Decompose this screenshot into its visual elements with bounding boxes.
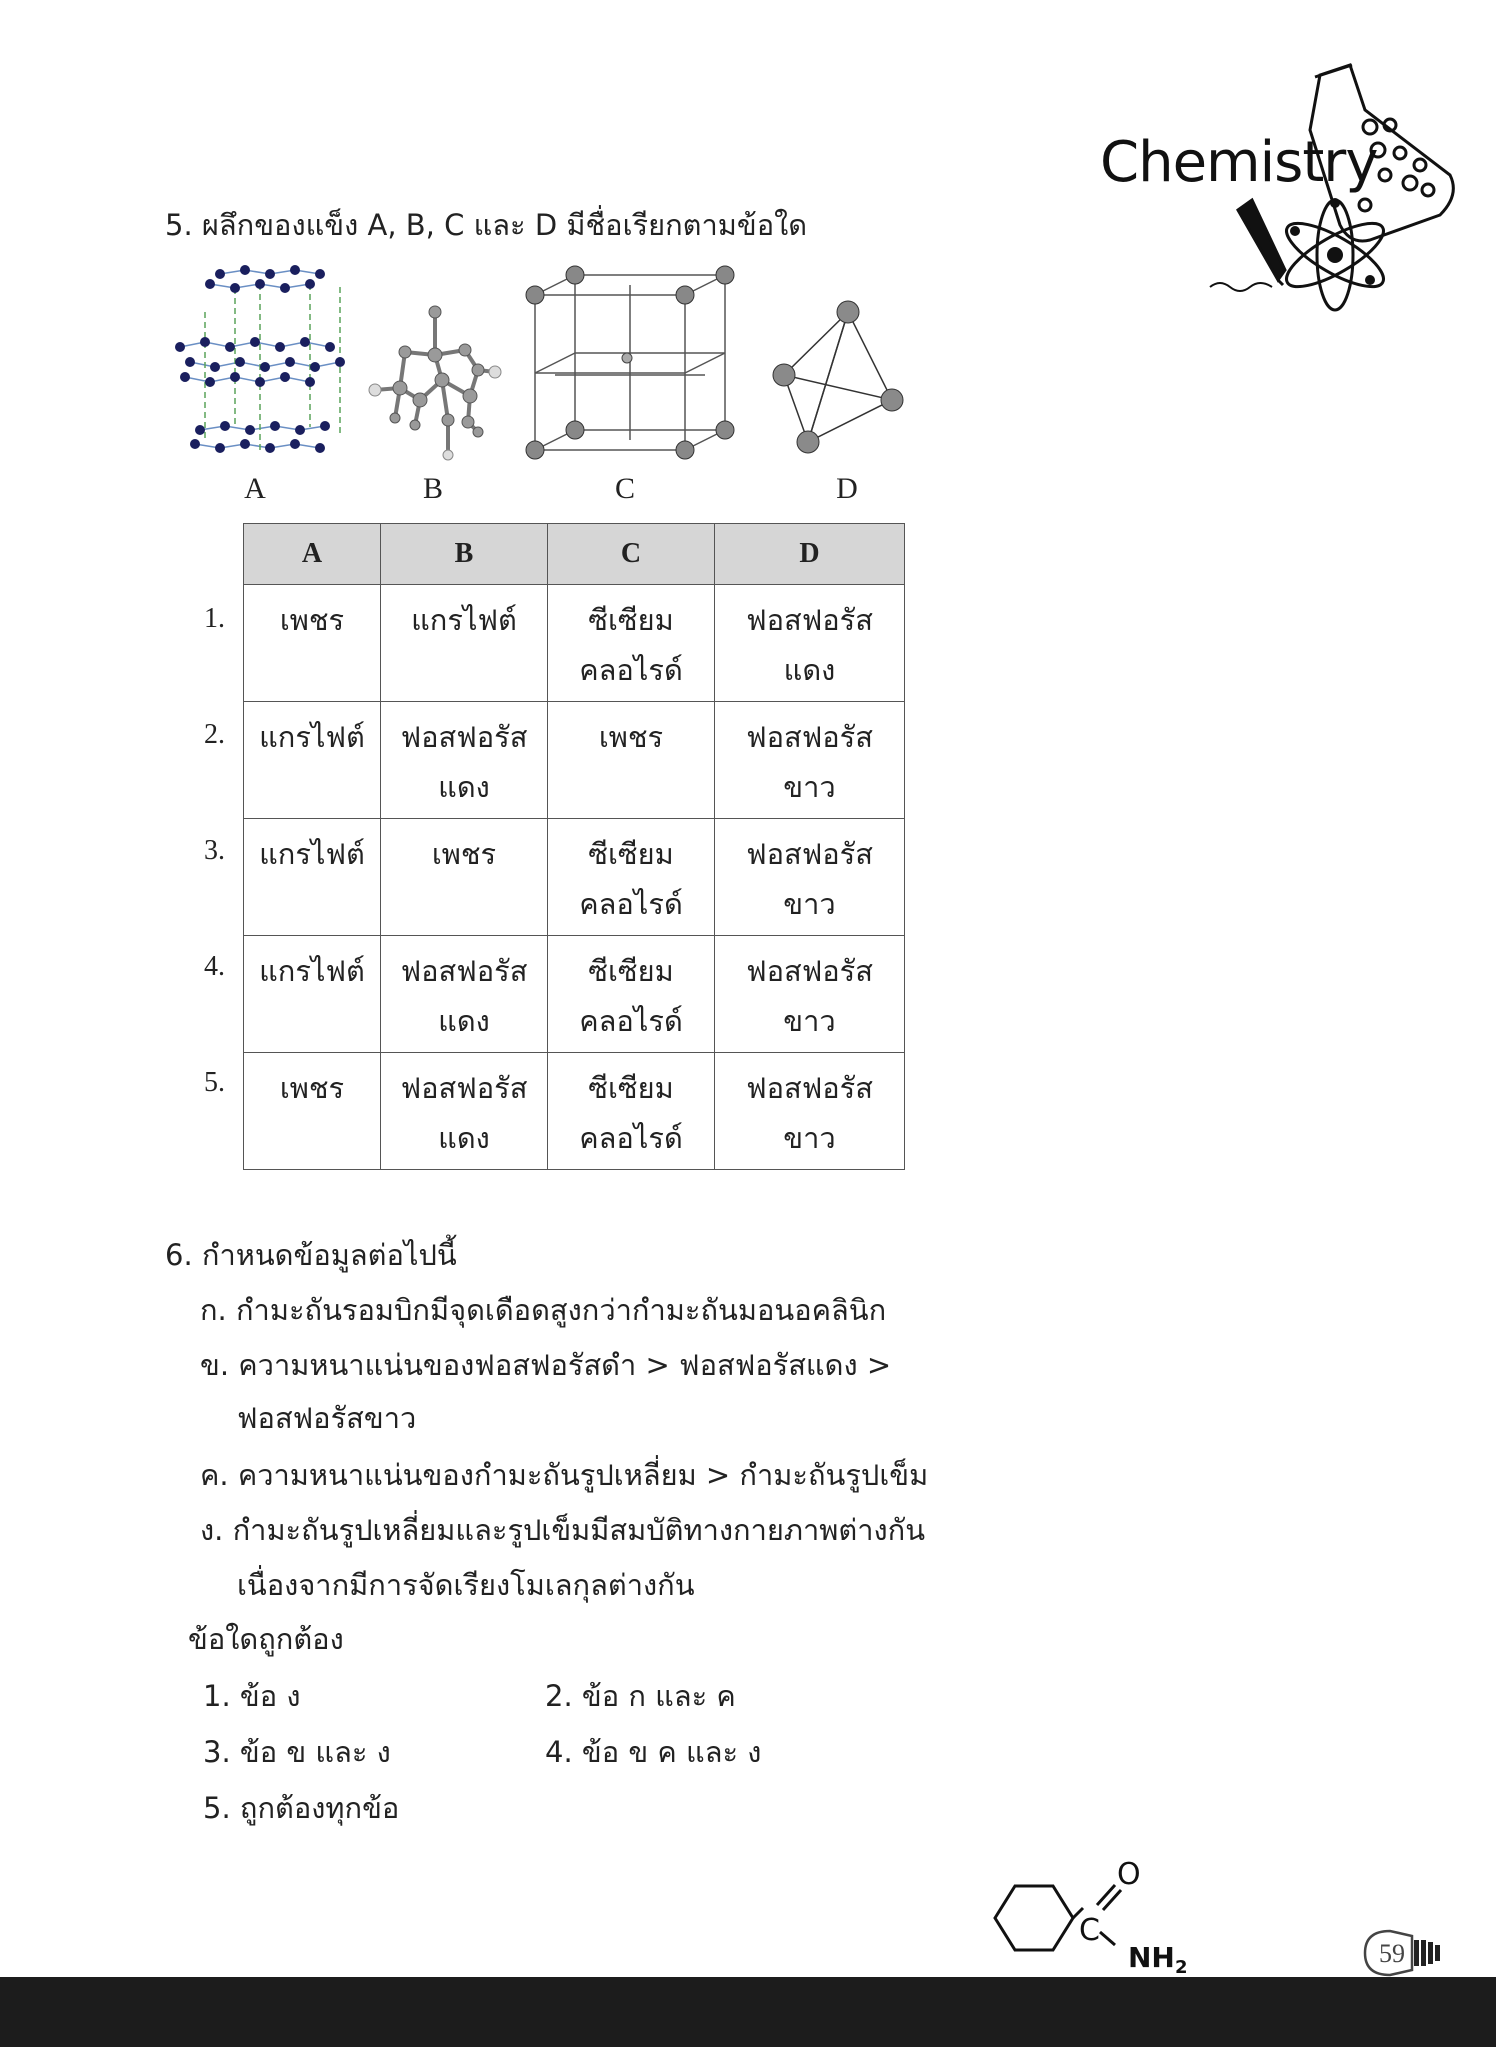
table-cell [715, 702, 905, 819]
statement-ngo-continued: เนื่องจากมีการจัดเรียงโมเลกุลต่างกัน [237, 1568, 695, 1602]
question-5-prompt: 5. ผลึกของแข็ง A, B, C และ D มีชื่อเรียกตามข้อใด [165, 208, 808, 242]
cell-text-line: ฟอสฟอรัส [746, 720, 873, 754]
statement-ngo: ง. กำมะถันรูปเหลี่ยมและรูปเข็มมีสมบัติทางกายภาพต่างกัน [200, 1513, 926, 1547]
cell-text-line: ฟอสฟอรัส [400, 720, 528, 754]
cell-text-line: ฟอสฟอรัส [400, 954, 528, 988]
choice-1: 1. ข้อ ง [203, 1679, 301, 1713]
cell-text-line: ซีเซียม [588, 1071, 674, 1105]
table-cell [244, 585, 381, 702]
graphite-structure-figure [170, 262, 355, 467]
cell-text-line: เพชร [279, 603, 345, 637]
cell-text-line: แดง [783, 653, 836, 687]
cell-text-line: คลอไรด์ [579, 1121, 683, 1155]
cell-text-line: เพชร [598, 720, 664, 754]
answer-options-table [243, 523, 905, 1170]
table-cell [244, 819, 381, 936]
header-cell-c: C [548, 524, 715, 585]
choice-2: 2. ข้อ ก และ ค [545, 1679, 736, 1713]
cell-text-line: แกรไฟต์ [259, 837, 365, 871]
cell-text-line: คลอไรด์ [579, 887, 683, 921]
row-number-column [165, 523, 243, 1165]
white-phosphorus-structure-figure [770, 300, 910, 460]
page-number: 59 [1379, 1939, 1405, 1968]
table-cell [381, 702, 548, 819]
cell-text-line: ขาว [783, 887, 836, 921]
cell-text-line: คลอไรด์ [579, 653, 683, 687]
figure-label-d: D [836, 472, 858, 505]
cell-text-line: ขาว [783, 1121, 836, 1155]
row-number: 5. [204, 1067, 225, 1098]
cell-text-line: ขาว [783, 770, 836, 804]
statement-kho-continued: ฟอสฟอรัสขาว [237, 1401, 417, 1435]
table-cell [381, 819, 548, 936]
question-6-prompt: 6. กำหนดข้อมูลต่อไปนี้ [165, 1238, 457, 1272]
benzamide-structure-icon [975, 1860, 1215, 1975]
header-cell-a: A [244, 524, 381, 585]
table-cell [244, 702, 381, 819]
cell-text-line: ซีเซียม [588, 837, 674, 871]
cell-text-line: แดง [438, 1004, 490, 1038]
table-cell [715, 1053, 905, 1170]
table-cell [548, 819, 715, 936]
cell-text-line: แกรไฟต์ [259, 954, 365, 988]
statement-ko: ก. กำมะถันรอมบิกมีจุดเดือดสูงกว่ากำมะถันมอนอคลินิก [200, 1293, 887, 1327]
formula-subscript: 2 [1175, 1957, 1188, 1975]
question-6-ask: ข้อใดถูกต้อง [188, 1622, 344, 1656]
cell-text-line: แกรไฟต์ [411, 603, 517, 637]
figure-label-a: A [244, 472, 266, 505]
formula-carbon: C [1079, 1913, 1100, 1948]
cell-text-line: แกรไฟต์ [259, 720, 365, 754]
figure-label-c: C [614, 472, 635, 505]
row-number: 1. [204, 603, 225, 634]
cell-text-line: ซีเซียม [588, 603, 674, 637]
row-number: 2. [204, 719, 225, 750]
table-cell [715, 936, 905, 1053]
cell-text-line: ฟอสฟอรัส [400, 1071, 528, 1105]
formula-amine: NH [1128, 1941, 1175, 1974]
table-row [244, 585, 905, 702]
table-cell [381, 936, 548, 1053]
formula-oxygen: O [1117, 1860, 1141, 1892]
cell-text-line: คลอไรด์ [579, 1004, 683, 1038]
cell-text-line: ฟอสฟอรัส [746, 603, 873, 637]
table-row [244, 819, 905, 936]
diamond-structure-figure [360, 300, 510, 465]
table-row [244, 1053, 905, 1170]
table-body [244, 585, 905, 1170]
table-row [244, 702, 905, 819]
table-cell [715, 585, 905, 702]
flask-atom-pencil-icon [1200, 55, 1496, 325]
row-number: 4. [204, 951, 225, 982]
choice-3: 3. ข้อ ข และ ง [203, 1735, 391, 1769]
table-cell [381, 1053, 548, 1170]
statement-kho-khwai: ค. ความหนาแน่นของกำมะถันรูปเหลี่ยม > กำมะถันรูปเข็ม [200, 1458, 929, 1492]
choice-5: 5. ถูกต้องทุกข้อ [203, 1791, 400, 1825]
cell-text-line: ฟอสฟอรัส [746, 837, 873, 871]
table-cell [548, 1053, 715, 1170]
cell-text-line: แดง [438, 770, 490, 804]
cell-text-line: เพชร [279, 1071, 345, 1105]
cell-text-line: เพชร [431, 837, 497, 871]
row-number: 3. [204, 835, 225, 866]
table-row [244, 936, 905, 1053]
cell-text-line: ขาว [783, 1004, 836, 1038]
table-cell [715, 819, 905, 936]
table-cell [244, 1053, 381, 1170]
table-cell [381, 585, 548, 702]
table-cell [548, 936, 715, 1053]
table-header-row [244, 524, 905, 585]
table-cell [548, 702, 715, 819]
cell-text-line: ฟอสฟอรัส [746, 954, 873, 988]
chemistry-badge-text: Chemistry [1100, 130, 1378, 195]
cesium-chloride-structure-figure [525, 265, 735, 465]
header-cell-d: D [715, 524, 905, 585]
cell-text-line: แดง [438, 1121, 490, 1155]
header-cell-b: B [381, 524, 548, 585]
figure-label-b: B [422, 472, 443, 505]
footer-bar [0, 1977, 1496, 2047]
table-cell [548, 585, 715, 702]
table-cell [244, 936, 381, 1053]
cell-text-line: ฟอสฟอรัส [746, 1071, 873, 1105]
statement-kho: ข. ความหนาแน่นของฟอสฟอรัสดำ > ฟอสฟอรัสแดง > [200, 1348, 892, 1382]
cell-text-line: ซีเซียม [588, 954, 674, 988]
choice-4: 4. ข้อ ข ค และ ง [545, 1735, 762, 1769]
